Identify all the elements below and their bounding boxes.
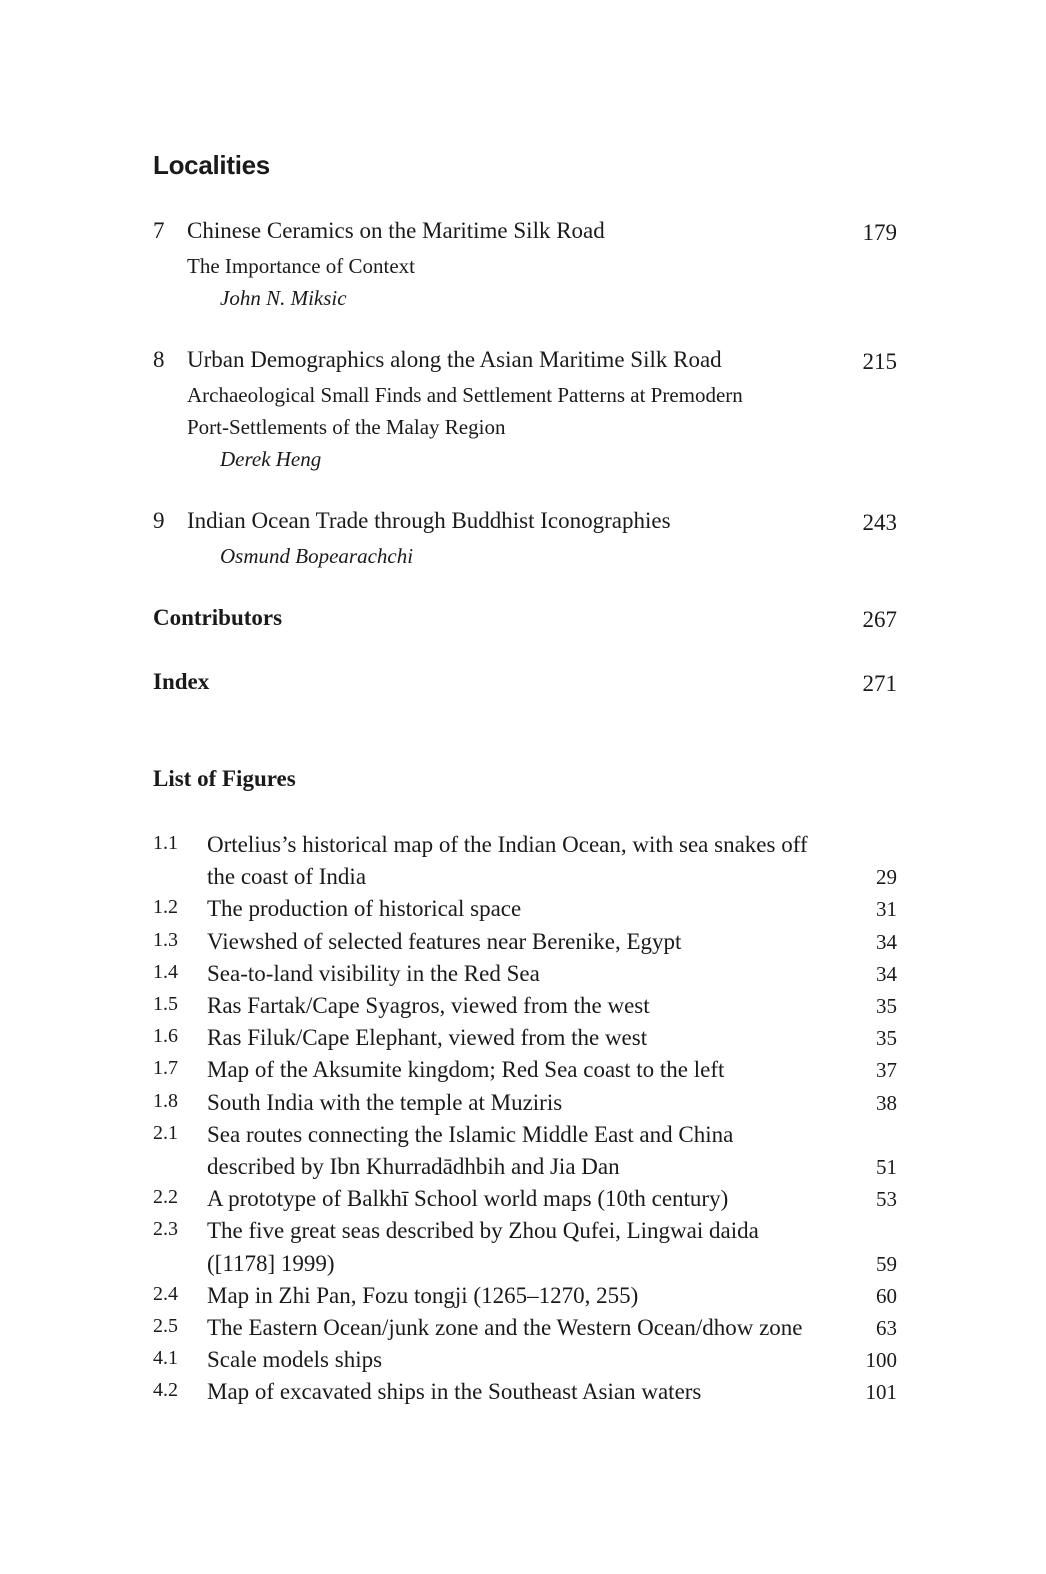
figure-caption: South India with the temple at Muziris xyxy=(207,1089,563,1115)
figure-page: 38 xyxy=(876,1090,897,1115)
figure-number: 4.2 xyxy=(153,1379,178,1402)
figure-number: 2.2 xyxy=(153,1186,178,1209)
figure-number: 1.2 xyxy=(153,896,178,919)
figure-entry[interactable] xyxy=(153,990,897,1022)
figure-number: 1.3 xyxy=(153,928,178,951)
chapter-author: Osmund Bopearachchi xyxy=(220,544,414,568)
figure-entry[interactable] xyxy=(153,1376,897,1408)
figure-caption: Sea-to-land visibility in the Red Sea xyxy=(207,960,540,986)
figure-number: 1.4 xyxy=(153,960,178,983)
figure-caption: Map of excavated ships in the Southeast Asian waters xyxy=(207,1379,702,1405)
figure-page: 101 xyxy=(865,1380,897,1405)
figure-caption: Ras Fartak/Cape Syagros, viewed from the west xyxy=(207,993,650,1019)
figure-number: 2.4 xyxy=(153,1282,178,1305)
figure-number: 2.3 xyxy=(153,1218,178,1241)
chapter-subtitle: The Importance of Context xyxy=(187,254,416,278)
chapter-title: Indian Ocean Trade through Buddhist Iconographies xyxy=(187,508,671,533)
chapter-page: 215 xyxy=(862,349,897,374)
figure-caption: Map of the Aksumite kingdom; Red Sea coast to the left xyxy=(207,1057,725,1083)
chapter-author: John N. Miksic xyxy=(220,286,347,310)
chapter-author: Derek Heng xyxy=(220,447,322,471)
figure-entry[interactable] xyxy=(153,1215,897,1279)
figure-entry[interactable] xyxy=(153,1280,897,1312)
figure-number: 1.8 xyxy=(153,1089,178,1112)
list-of-figures-title: List of Figures xyxy=(153,766,296,791)
figure-caption: The production of historical space xyxy=(207,896,522,922)
figure-page: 100 xyxy=(865,1348,897,1373)
figure-page: 59 xyxy=(876,1251,897,1276)
chapter-page: 179 xyxy=(862,220,897,245)
figure-caption: Scale models ships xyxy=(207,1347,383,1373)
chapter-number: 9 xyxy=(153,508,165,533)
entry-page: 267 xyxy=(862,607,897,632)
figure-entry[interactable] xyxy=(153,1054,897,1086)
chapter-subtitle-line-2: Port-Settlements of the Malay Region xyxy=(187,415,506,439)
toc-chapter-9[interactable] xyxy=(153,508,897,572)
figure-entry[interactable] xyxy=(153,1183,897,1215)
figure-page: 37 xyxy=(876,1058,897,1083)
figure-number: 1.5 xyxy=(153,993,178,1016)
figures-list xyxy=(153,829,897,1409)
figure-caption: Sea routes connecting the Islamic Middle East and China described by Ibn Khurradādhbih and Jia Dan xyxy=(207,1121,734,1180)
entry-label: Index xyxy=(153,669,210,694)
figure-entry[interactable] xyxy=(153,829,897,893)
figure-entry[interactable] xyxy=(153,1312,897,1344)
toc-chapter-8[interactable] xyxy=(153,347,897,477)
figure-caption: The five great seas described by Zhou Qufei, Lingwai daida ([1178] 1999) xyxy=(207,1218,759,1276)
figure-caption: The Eastern Ocean/junk zone and the Western Ocean/dhow zone xyxy=(207,1315,803,1341)
figure-number: 1.6 xyxy=(153,1025,178,1048)
figure-number: 1.1 xyxy=(153,832,178,854)
figure-caption: Map in Zhi Pan, Fozu tongji (1265–1270, 255) xyxy=(207,1282,639,1308)
figure-entry[interactable] xyxy=(153,1087,897,1119)
figure-number: 4.1 xyxy=(153,1347,178,1370)
figure-number: 2.1 xyxy=(153,1121,178,1144)
figure-page: 35 xyxy=(876,1026,897,1051)
figure-page: 31 xyxy=(876,897,897,922)
chapter-number: 7 xyxy=(153,218,165,243)
figure-page: 29 xyxy=(876,865,897,890)
chapter-page: 243 xyxy=(862,510,897,535)
chapter-title: Urban Demographics along the Asian Maritime Silk Road xyxy=(187,347,722,372)
figure-entry[interactable] xyxy=(153,1344,897,1376)
figure-page: 51 xyxy=(876,1155,897,1180)
figure-page: 35 xyxy=(876,994,897,1019)
figure-entry[interactable] xyxy=(153,1119,897,1183)
toc-contributors[interactable] xyxy=(153,605,897,637)
figure-entry[interactable] xyxy=(153,1022,897,1054)
chapter-subtitle-line-1: Archaeological Small Finds and Settlement Patterns at Premodern xyxy=(187,383,743,407)
toc-index[interactable] xyxy=(153,669,897,701)
chapter-number: 8 xyxy=(153,347,165,372)
figure-entry[interactable] xyxy=(153,958,897,990)
figure-caption: Viewshed of selected features near Berenike, Egypt xyxy=(207,928,682,954)
chapter-title: Chinese Ceramics on the Maritime Silk Road xyxy=(187,218,605,243)
figure-number: 1.7 xyxy=(153,1057,178,1080)
figure-page: 34 xyxy=(876,929,897,954)
figure-caption: Ras Filuk/Cape Elephant, viewed from the west xyxy=(207,1025,648,1051)
section-title: Localities xyxy=(153,150,270,180)
figure-page: 60 xyxy=(876,1283,897,1308)
toc-chapter-7[interactable] xyxy=(153,218,897,314)
figure-page: 53 xyxy=(876,1187,897,1212)
figure-page: 63 xyxy=(876,1316,897,1341)
entry-label: Contributors xyxy=(153,605,283,630)
figure-entry[interactable] xyxy=(153,893,897,925)
figure-caption: Ortelius’s historical map of the Indian Ocean, with sea snakes off the coast of India xyxy=(207,832,808,890)
entry-page: 271 xyxy=(862,671,897,696)
figure-caption: A prototype of Balkhī School world maps (10th century) xyxy=(207,1186,729,1212)
figure-entry[interactable] xyxy=(153,926,897,958)
figure-page: 34 xyxy=(876,961,897,986)
figure-number: 2.5 xyxy=(153,1315,178,1338)
